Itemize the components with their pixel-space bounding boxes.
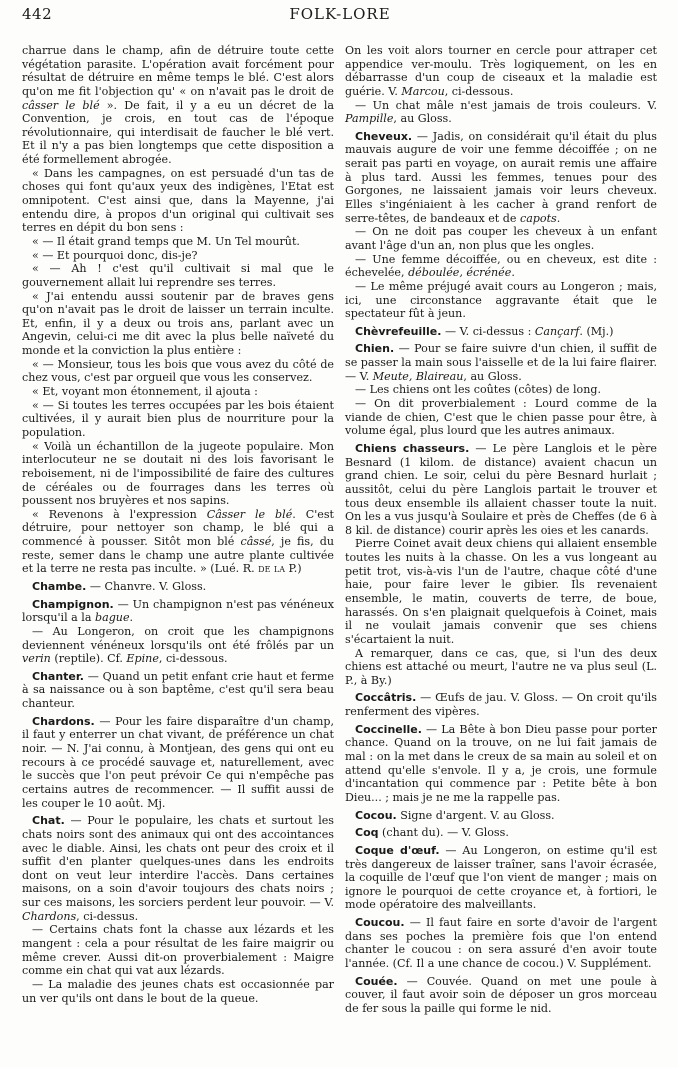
paragraph (345, 44, 657, 99)
paragraph (345, 253, 657, 280)
body-text: — Le père Langlois et le père Besnard (1 kilom. de distance) avaient chacun un grand chien. Le soir, celui du père Besnard hurlait ; aussitôt, celui du père Langlois partait le trouver et tous deux ensemble ils allaient chasser toute la nuit. On les a vus jusqu'à Soulaire et près de Cheffes (de 6 à 8 kil. de distance) courir après les oies et les canards. (345, 441, 657, 537)
body-text: — Un chat mâle n'est jamais de trois couleurs. V. (355, 98, 657, 112)
paragraph (22, 385, 334, 399)
paragraph (345, 383, 657, 397)
body-text: — La Bête à bon Dieu passe pour porter chance. Quand on la trouve, on ne lui fait jamais de mal : on la met dans le creux de sa main au soleil et on attend qu'elle s'envole. Il y a, je crois, une formule d'incantation qui commence par : Petite bête à bon Dieu... ; mais je ne me la rappelle pas. (345, 722, 657, 804)
dictionary-entry (345, 130, 657, 225)
body-text: — Quand un petit enfant crie haut et ferme à sa naissance ou à son baptême, c'est qu'il sera beau chanteur. (22, 669, 334, 711)
body-text: « Et, voyant mon étonnement, il ajouta : (32, 385, 258, 399)
dictionary-entry (345, 844, 657, 912)
body-text: — Couvée. Quand on met une poule à couver, il faut avoir soin de déposer un gros morceau de fer sous la paille qui forme le nid. (345, 974, 657, 1015)
paragraph (22, 923, 334, 978)
italic-text: déboulée, écrénée (408, 266, 512, 280)
italic-text: Chardons (22, 909, 77, 923)
body-text: . (556, 211, 561, 225)
small-caps-text: de la (258, 562, 286, 576)
body-text: « — Et pourquoi donc, dis-je? (32, 248, 198, 262)
entry-headword: Coccâtris. (355, 691, 417, 705)
italic-text: câsser le blé (22, 98, 100, 112)
dictionary-entry (345, 442, 657, 537)
body-text: — Pour les faire disparaître d'un champ, il faut y enterrer un chat vivant, de préférence un chat noir. — N. J'ai connu, à Montjean, des gens qui ont eu recours à ce procédé sauvage et, naturellement, avec le succès que l'on peut prévoir Ce qui n'empêche pas certains autres de recommencer. — Il suffit aussi de les couper le 10 août. Mj. (22, 714, 334, 810)
body-text: — Au Longeron, on estime qu'il est très dangereux de laisser traîner, sans l'avoir écrasée, la coquille de l'œuf que l'on vient de manger ; mais on ignore le pourquoi de cette croyance et, à fortiori, le mode opératoire des malveillants. (345, 843, 657, 912)
body-text: — Au Longeron, on croit que les champignons deviennent vénéneux lorsqu'ils ont été frôlés par un (22, 624, 334, 652)
body-text: « Voilà un échantillon de la jugeote populaire. Mon interlocuteur ne se doutait ni des lois favorisant le reboisement, ni de l'impossibilité de faire des cultures de céréales ou de fourrages dans les terres où poussent nos bruyères et nos sapins. (22, 439, 334, 508)
dictionary-entry (345, 826, 657, 840)
entry-headword: Champignon. (32, 597, 114, 611)
entry-headword: Cocou. (355, 808, 397, 822)
dictionary-entry (22, 580, 334, 594)
paragraph (22, 399, 334, 440)
body-text: , je fis, du reste, semer dans le champ une autre plante cultivée et la terre ne resta pas inculte. » (Lué. R. (22, 535, 334, 576)
body-text: — V. ci-dessus : (441, 324, 535, 338)
body-text: — Jadis, on considérait qu'il était du plus mauvais augure de voir une femme décoiffée ; on ne serait pas parti en voyage, on aurait remis une affaire à plus tard. Aussi les femmes, tenues pour des Gorgones, ne laissaient jamais voir leurs cheveux. Elles s'ingéniaient à les cacher à grand renfort de serre-têtes, de bandeaux et de (345, 129, 657, 225)
italic-text: bague (94, 611, 130, 625)
entry-headword: Coccinelle. (355, 722, 422, 736)
body-text: « Dans les campagnes, on est persuadé d'un tas de choses qui font qu'aux yeux des indigènes, l'Etat est omnipotent. C'est ainsi que, dans la Mayenne, j'ai entendu dire, à propos d'un original qui cultivait ses terres en dépit du bon sens : (22, 166, 334, 235)
body-text: — Pour le populaire, les chats et surtout les chats noirs sont des animaux qui ont des accointances avec le diable. Ainsi, les chats ont peur des croix et il suffit d'en planter quelques-unes dans les endroits dont on veut leur interdire l'accès. Dans certaines maisons, on a soin d'avoir toujours des chats noirs ; sur ces maisons, les sorciers perdent leur pouvoir. — V. (22, 814, 334, 910)
page-header (22, 5, 658, 23)
body-text: « — Il était grand temps que M. Un Tel mourût. (32, 234, 300, 248)
body-text: On les voit alors tourner en cercle pour attraper cet appendice ver-moulu. Très logiquement, on les en débarrasse d'un coup de ciseaux et la maladie est guérie. V. (345, 44, 657, 98)
paragraph (22, 358, 334, 385)
entry-headword: Chèvrefeuille. (355, 324, 442, 338)
entry-headword: Chardons. (32, 714, 95, 728)
dictionary-entry (345, 975, 657, 1016)
right-column (345, 44, 657, 1016)
dictionary-entry (345, 342, 657, 383)
paragraph (345, 537, 657, 646)
body-text: « — Si toutes les terres occupées par les bois étaient cultivées, il y aurait bien plus de nourriture pour la population. (22, 398, 334, 439)
body-text: — La maladie des jeunes chats est occasionnée par un ver qu'ils ont dans le bout de la queue. (22, 977, 334, 1005)
entry-headword: Chien. (355, 342, 395, 356)
dictionary-entry (22, 814, 334, 923)
italic-text: Cançarf (534, 324, 580, 338)
body-text: A remarquer, dans ce cas, que, si l'un des deux chiens est attaché ou meurt, l'autre ne va plus seul (L. P., à By.) (345, 646, 657, 687)
body-text: — Pour se faire suivre d'un chien, il suffit de se passer la main sous l'aisselle et de la lui faire flairer. — V. (345, 342, 657, 383)
paragraph (22, 249, 334, 263)
paragraph (345, 397, 657, 438)
entry-headword: Couée. (355, 974, 398, 988)
body-text: — On dit proverbialement : Lourd comme de la viande de chien, C'est que le chien passe pour être, à volume égal, plus lourd que les autres animaux. (345, 397, 657, 438)
dictionary-entry (22, 670, 334, 711)
body-text: Signe d'argent. V. au Gloss. (396, 808, 555, 822)
paragraph (345, 280, 657, 321)
body-text: « — Monsieur, tous les bois que vous avez du côté de chez vous, c'est par orgueil que vous les conservez. (22, 357, 334, 385)
paragraph (22, 440, 334, 508)
entry-headword: Chiens chasseurs. (355, 441, 470, 455)
dictionary-entry (345, 691, 657, 718)
body-text: charrue dans le champ, afin de détruire toute cette végétation parasite. L'opération avait forcément pour résultat de détruire en même temps le blé. C'est alors qu'on me fit l'objection qu' « on n'avait pas le droit de (22, 44, 334, 98)
paragraph (22, 262, 334, 289)
body-text: , au Gloss. (393, 112, 452, 126)
italic-text: Marcou (401, 84, 445, 98)
entry-headword: Chanter. (32, 669, 84, 683)
paragraph (22, 978, 334, 1005)
paragraph (22, 290, 334, 358)
italic-text: Pampille (345, 112, 394, 126)
dictionary-entry (345, 809, 657, 823)
body-text: « — Ah ! c'est qu'il cultivait si mal que le gouvernement allait lui reprendre ses terres. (22, 262, 334, 289)
body-text: Pierre Coinet avait deux chiens qui allaient ensemble toutes les nuits à la chasse. On les a vus longeant au petit trot, vis-à-vis l'un de l'autre, chaque côté d'une haie, pour faire lever le gibier. Ils revenaient ensemble, le matin, couverts de terre, de boue, harassés. On s'en plaignait quelquefois à Coinet, mais il ne voulait jamais convenir que ses chiens s'écartaient la nuit. (345, 537, 657, 646)
body-text: « J'ai entendu aussi soutenir par de braves gens qu'on n'avait pas le droit de laisser un terrain inculte. Et, enfin, il y a deux ou trois ans, parlant avec un Angevin, celui-ci me dit avec la plus belle naïveté du monde et la conviction la plus entière : (22, 289, 334, 358)
italic-text: Meute, Blaireau (372, 369, 464, 383)
body-text: — Œufs de jau. V. Gloss. — On croit qu'ils renferment des vipères. (345, 691, 657, 719)
body-text: , ci-dessous. (444, 84, 514, 98)
dictionary-entry (22, 715, 334, 810)
paragraph (345, 647, 657, 688)
body-text: . C'est détruire, pour nettoyer son champ, le blé qui a commencé à pousser. Sitôt mon blé (22, 507, 334, 549)
running-title: FOLK-LORE (289, 5, 391, 23)
body-text: ». De fait, il y a eu un décret de la Convention, je crois, en tout cas de l'époque révolutionnaire, qui interdisait de faucher le blé vert. Et il n'y a pas bien longtemps que cette disposition a été formellement abrogée. (22, 98, 334, 167)
body-text: P.) (285, 562, 302, 576)
body-text: — Certains chats font la chasse aux lézards et les mangent : cela a pour résultat de les faire maigrir ou même crever. Aussi dit-on proverbialement : Maigre comme ein chat qui vat aux lézards. (22, 923, 334, 978)
body-text: , ci-dessous. (158, 652, 228, 666)
entry-headword: Coq (355, 826, 379, 840)
body-text: — On ne doit pas couper les cheveux à un enfant avant l'âge d'un an, non plus que les ongles. (345, 225, 657, 252)
page-number: 442 (22, 5, 53, 23)
body-text: (reptile). Cf. (50, 652, 127, 666)
body-text: — Chanvre. V. Gloss. (86, 579, 207, 593)
paragraph (22, 508, 334, 576)
italic-text: capots (519, 211, 557, 225)
paragraph (22, 44, 334, 167)
body-text: . (Mj.) (579, 324, 614, 338)
dictionary-entry (345, 325, 657, 339)
entry-headword: Chambe. (32, 579, 87, 593)
body-text: « Revenons à l'expression (32, 507, 207, 521)
body-text: (chant du). — V. Gloss. (378, 826, 509, 840)
body-text: . (129, 611, 134, 625)
body-text: — Une femme décoiffée, ou en cheveux, est dite : échevelée, (345, 252, 657, 280)
body-text: . (511, 266, 515, 280)
body-text: — Les chiens ont les coûtes (côtes) de long. (355, 383, 602, 397)
paragraph (22, 167, 334, 235)
entry-headword: Coucou. (355, 916, 405, 930)
italic-text: câssé (240, 535, 272, 549)
left-column (22, 44, 334, 1005)
body-text: , au Gloss. (463, 369, 522, 383)
entry-headword: Coque d'œuf. (355, 843, 440, 857)
paragraph (22, 235, 334, 249)
dictionary-entry (345, 723, 657, 805)
italic-text: Epine (126, 652, 159, 666)
dictionary-entry (22, 598, 334, 625)
body-text: — Le même préjugé avait cours au Longeron ; mais, ici, une circonstance aggravante était que le spectateur fût à jeun. (345, 279, 657, 321)
paragraph (22, 625, 334, 666)
body-text: — Il faut faire en sorte d'avoir de l'argent dans ses poches la première fois que l'on entend chanter le coucou : on sera assuré d'en avoir toute l'année. (Cf. Il a une chance de cocou.) V. Supplément. (345, 916, 657, 970)
paragraph (345, 99, 657, 126)
dictionary-entry (345, 916, 657, 971)
italic-text: verin (22, 652, 51, 666)
body-text: — Un champignon n'est pas vénéneux lorsqu'il a la (22, 597, 334, 625)
italic-text: Câsser le blé (206, 507, 293, 521)
paragraph (345, 225, 657, 252)
entry-headword: Cheveux. (355, 129, 413, 143)
body-text: , ci-dessus. (76, 909, 139, 923)
entry-headword: Chat. (32, 814, 65, 828)
